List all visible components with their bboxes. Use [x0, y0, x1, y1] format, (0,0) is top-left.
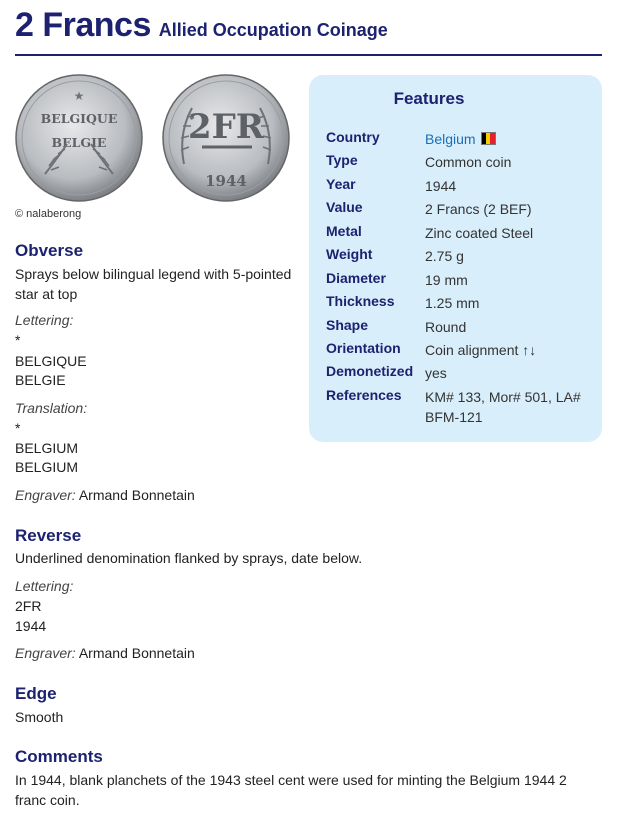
feature-key: Weight — [326, 246, 373, 262]
feature-key: Demonetized — [326, 363, 414, 379]
feature-key: References — [326, 387, 402, 403]
reverse-heading: Reverse — [15, 526, 82, 545]
feature-value: Coin alignment ↑↓ — [425, 342, 537, 358]
feature-value: 1.25 mm — [425, 295, 480, 311]
svg-text:BELGIE: BELGIE — [51, 135, 107, 150]
obverse-lettering-line: BELGIE — [15, 372, 66, 388]
feature-key: Country — [326, 129, 380, 145]
page-header — [15, 6, 602, 56]
feature-key: Metal — [326, 223, 362, 239]
obverse-translation-line: * — [15, 420, 21, 436]
engraver-name: Armand Bonnetain — [78, 487, 195, 503]
reverse-description: Underlined denomination flanked by sprays, date below. — [15, 550, 363, 566]
feature-key: Value — [326, 199, 363, 215]
obverse-description: Sprays below bilingual legend with 5-pointed star at top — [15, 266, 292, 302]
engraver-name: Armand Bonnetain — [78, 645, 195, 661]
obverse-lettering-line: BELGIQUE — [15, 353, 87, 369]
image-credit: © nalaberong — [15, 208, 82, 220]
obverse-translation-line: BELGIUM — [15, 459, 79, 475]
obverse-lettering-line: * — [15, 332, 21, 348]
svg-text:1944: 1944 — [205, 172, 247, 190]
feature-value: 19 mm — [425, 272, 468, 288]
reverse-coin-image[interactable] — [162, 74, 290, 202]
feature-value: 1944 — [425, 178, 457, 194]
feature-value: Zinc coated Steel — [425, 225, 534, 241]
obverse-lettering-label: Lettering: — [15, 312, 74, 328]
feature-key: Type — [326, 152, 358, 168]
feature-value-country-link[interactable]: Belgium — [425, 129, 595, 149]
feature-key: Year — [326, 176, 356, 192]
engraver-label: Engraver: — [15, 645, 76, 661]
comments-text: In 1944, blank planchets of the 1943 steel cent were used for minting the Belgium 1944 2 franc coin. — [15, 772, 567, 808]
feature-value: Round — [425, 319, 467, 335]
obverse-translation-line: BELGIUM — [15, 440, 79, 456]
svg-text:2FR: 2FR — [187, 107, 265, 147]
obverse-engraver — [15, 485, 195, 505]
features-panel — [309, 75, 602, 442]
feature-value: KM# 133, Mor# 501, LA# BFM-121 — [425, 389, 581, 425]
engraver-label: Engraver: — [15, 487, 76, 503]
reverse-lettering-label: Lettering: — [15, 578, 74, 594]
features-heading: Features — [393, 89, 465, 108]
reverse-lettering-line: 1944 — [15, 618, 47, 634]
page-title: 2 Francs — [15, 6, 151, 44]
svg-text:BELGIQUE: BELGIQUE — [40, 111, 118, 126]
obverse-heading: Obverse — [15, 241, 84, 260]
reverse-engraver — [15, 643, 195, 663]
feature-value: yes — [425, 365, 447, 381]
feature-key: Orientation — [326, 340, 401, 356]
svg-text:★: ★ — [73, 89, 85, 103]
obverse-translation-label: Translation: — [15, 400, 88, 416]
edge-value: Smooth — [15, 709, 64, 725]
reverse-lettering-line: 2FR — [15, 598, 42, 614]
feature-key: Thickness — [326, 293, 395, 309]
feature-key: Diameter — [326, 270, 386, 286]
feature-value: 2 Francs (2 BEF) — [425, 201, 532, 217]
feature-key: Shape — [326, 317, 369, 333]
page-subtitle: Allied Occupation Coinage — [158, 20, 388, 40]
coin-images — [15, 74, 305, 206]
comments-heading: Comments — [15, 747, 103, 766]
edge-heading: Edge — [15, 684, 57, 703]
belgium-flag-icon — [481, 132, 496, 145]
feature-value: 2.75 g — [425, 248, 464, 264]
feature-value: Common coin — [425, 154, 512, 170]
obverse-coin-image[interactable] — [15, 74, 143, 202]
